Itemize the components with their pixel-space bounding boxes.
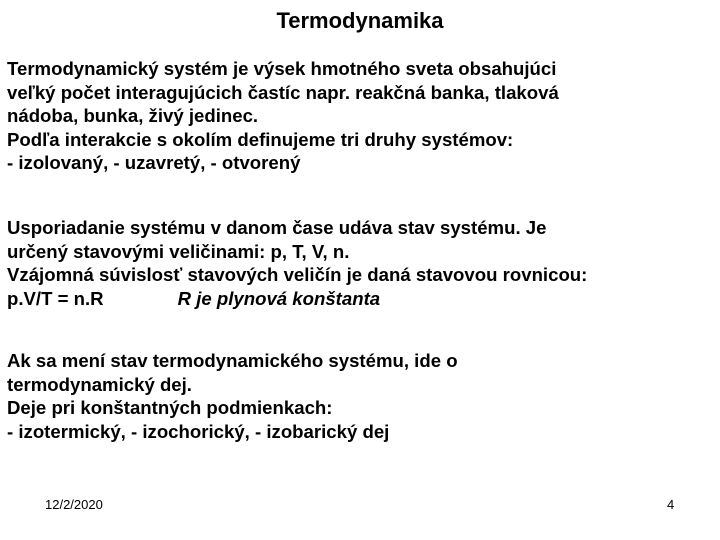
text-line: určený stavovými veličinami: p, T, V, n. bbox=[7, 240, 350, 262]
state-equation: p.V/T = n.R bbox=[7, 287, 104, 309]
text-line: Deje pri konštantných podmienkach: bbox=[7, 397, 333, 418]
text-line: Usporiadanie systému v danom čase udáva stav systému. Je bbox=[7, 217, 547, 238]
text-line: veľký počet interagujúcich častíc napr. reakčná banka, tlaková bbox=[7, 81, 559, 103]
state-variables-paragraph bbox=[7, 216, 713, 310]
process-paragraph bbox=[7, 349, 713, 443]
text-line: Vzájomná súvislosť stavových veličín je daná stavovou rovnicou: bbox=[7, 264, 588, 285]
page-number: 4 bbox=[667, 497, 675, 512]
slide-title: Termodynamika bbox=[276, 8, 444, 33]
equation-line bbox=[7, 287, 713, 311]
system-definition-paragraph bbox=[7, 57, 713, 175]
text-line: Termodynamický systém je výsek hmotného sveta obsahujúci bbox=[7, 58, 557, 79]
text-line: termodynamický dej. bbox=[7, 373, 192, 395]
text-line: nádoba, bunka, živý jedinec. bbox=[7, 105, 259, 126]
equation-note: R je plynová konštanta bbox=[177, 287, 381, 309]
text-line: Ak sa mení stav termodynamického systému, ide o bbox=[7, 350, 458, 371]
text-line: - izotermický, - izochorický, - izobarický dej bbox=[7, 420, 390, 442]
text-line: Podľa interakcie s okolím definujeme tri druhy systémov: bbox=[7, 128, 514, 150]
text-line: - izolovaný, - uzavretý, - otvorený bbox=[7, 152, 301, 173]
footer-date: 12/2/2020 bbox=[45, 497, 103, 512]
